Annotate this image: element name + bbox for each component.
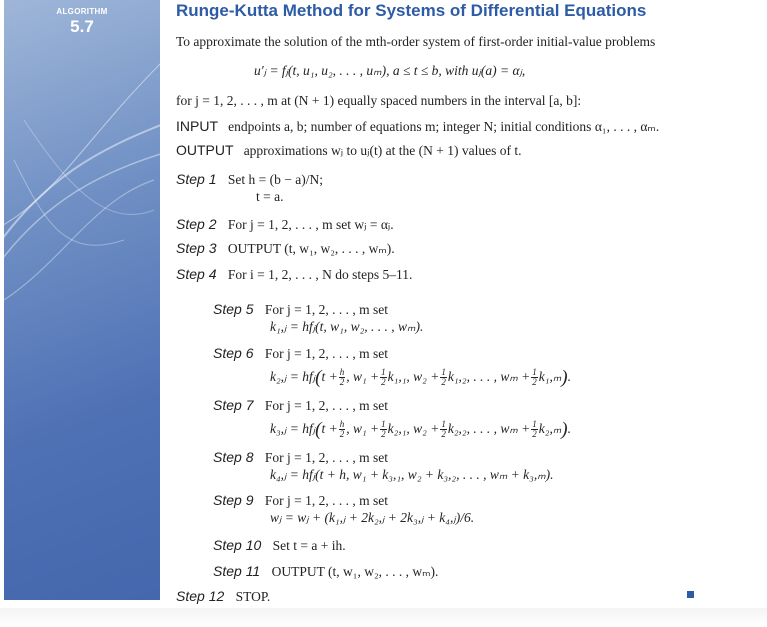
- step-10: [213, 537, 346, 554]
- step-text: For j = 1, 2, . . . , m set: [264, 398, 388, 413]
- fraction: $\frac{1}{2}$: [532, 419, 537, 440]
- step-text: Set h = (b − a)/N;: [227, 172, 323, 187]
- step-9-formula: wⱼ = wⱼ + (k₁,ⱼ + 2k₂,ⱼ + 2k₃,ⱼ + k₄,ⱼ)/6.: [270, 510, 475, 525]
- step-text: Set t = a + ih.: [272, 538, 346, 553]
- fraction: $\frac{h}{2}$: [339, 367, 345, 388]
- page-title: Runge-Kutta Method for Systems of Differential Equations: [176, 1, 647, 20]
- algorithm-sidebar: [4, 0, 160, 600]
- fraction: $\frac{1}{2}$: [441, 367, 446, 388]
- output-keyword: OUTPUT: [176, 142, 234, 158]
- step-4: [176, 266, 412, 283]
- decorative-swirl: [4, 0, 160, 600]
- step-text: For j = 1, 2, . . . , m set: [264, 450, 388, 465]
- step-label: Step 12: [176, 588, 225, 604]
- step-text: For j = 1, 2, . . . , m set: [264, 302, 388, 317]
- step-text: STOP.: [235, 589, 271, 604]
- step-label: Step 7: [213, 397, 254, 413]
- output-text: approximations wⱼ to uⱼ(t) at the (N + 1) values of t.: [243, 143, 522, 158]
- step-label: Step 8: [213, 449, 254, 465]
- step-text: For j = 1, 2, . . . , m set: [264, 346, 388, 361]
- step-text: OUTPUT (t, w₁, w₂, . . . , wₘ).: [227, 241, 395, 256]
- fraction: $\frac{1}{2}$: [532, 367, 537, 388]
- algorithm-label: ALGORITHM: [56, 7, 108, 16]
- step-label: Step 4: [176, 266, 217, 282]
- step-12: [176, 588, 270, 605]
- step-label: Step 9: [213, 492, 254, 508]
- interval-text: for j = 1, 2, . . . , m at (N + 1) equally spaced numbers in the interval [a, b]:: [176, 93, 582, 108]
- step-9: [213, 492, 388, 509]
- page-bottom-shadow: [0, 608, 767, 627]
- step-2: [176, 216, 394, 233]
- intro-text: To approximate the solution of the mth-order system of first-order initial-value problems: [176, 34, 656, 49]
- step-7: [213, 397, 388, 414]
- step-5-formula: k₁,ⱼ = hfⱼ(t, w₁, w₂, . . . , wₘ).: [270, 319, 424, 334]
- step-5: [213, 301, 388, 318]
- step-6-formula: k₂,ⱼ = hfⱼ(t + $\frac{h}{2}$ , w₁ + $\frac{1}{2}$ k₁,₁, w₂ + $\frac{1}{2}$ k₁,₂, . . . , wₘ + $\frac{1}{2}$ k₁,ₘ).: [270, 367, 571, 388]
- input-keyword: INPUT: [176, 118, 218, 134]
- step-label: Step 2: [176, 216, 217, 232]
- system-equation: u′ⱼ = fⱼ(t, u₁, u₂, . . . , uₘ), a ≤ t ≤ b, with uⱼ(a) = αⱼ,: [254, 63, 526, 78]
- input-line: [176, 118, 659, 135]
- fraction: $\frac{1}{2}$: [441, 419, 446, 440]
- input-text: endpoints a, b; number of equations m; integer N; initial conditions α₁, . . . , αₘ.: [228, 119, 660, 134]
- step-8: [213, 449, 388, 466]
- step-3: [176, 240, 395, 257]
- fraction: $\frac{1}{2}$: [381, 419, 386, 440]
- step-1: [176, 171, 323, 188]
- algorithm-number: 5.7: [70, 17, 94, 36]
- step-label: Step 5: [213, 301, 254, 317]
- end-of-algorithm-marker: [687, 591, 694, 598]
- step-label: Step 3: [176, 240, 217, 256]
- step-label: Step 1: [176, 171, 217, 187]
- fraction: $\frac{h}{2}$: [339, 419, 345, 440]
- output-line: [176, 142, 521, 159]
- step-text: OUTPUT (t, w₁, w₂, . . . , wₘ).: [271, 564, 439, 579]
- step-6: [213, 345, 388, 362]
- step-1-line-2: t = a.: [256, 189, 284, 204]
- step-7-formula: k₃,ⱼ = hfⱼ(t + $\frac{h}{2}$ , w₁ + $\frac{1}{2}$ k₂,₁, w₂ + $\frac{1}{2}$ k₂,₂, . . . , wₘ + $\frac{1}{2}$ k₂,ₘ).: [270, 419, 571, 440]
- step-text: For j = 1, 2, . . . , m set wⱼ = αⱼ.: [227, 217, 394, 232]
- step-label: Step 11: [213, 563, 261, 579]
- fraction: $\frac{1}{2}$: [381, 367, 386, 388]
- step-11: [213, 563, 438, 580]
- step-text: For i = 1, 2, . . . , N do steps 5–11.: [227, 267, 413, 282]
- step-label: Step 6: [213, 345, 254, 361]
- step-8-formula: k₄,ⱼ = hfⱼ(t + h, w₁ + k₃,₁, w₂ + k₃,₂, . . . , wₘ + k₃,ₘ).: [270, 467, 554, 482]
- step-label: Step 10: [213, 537, 262, 553]
- step-text: For j = 1, 2, . . . , m set: [264, 493, 388, 508]
